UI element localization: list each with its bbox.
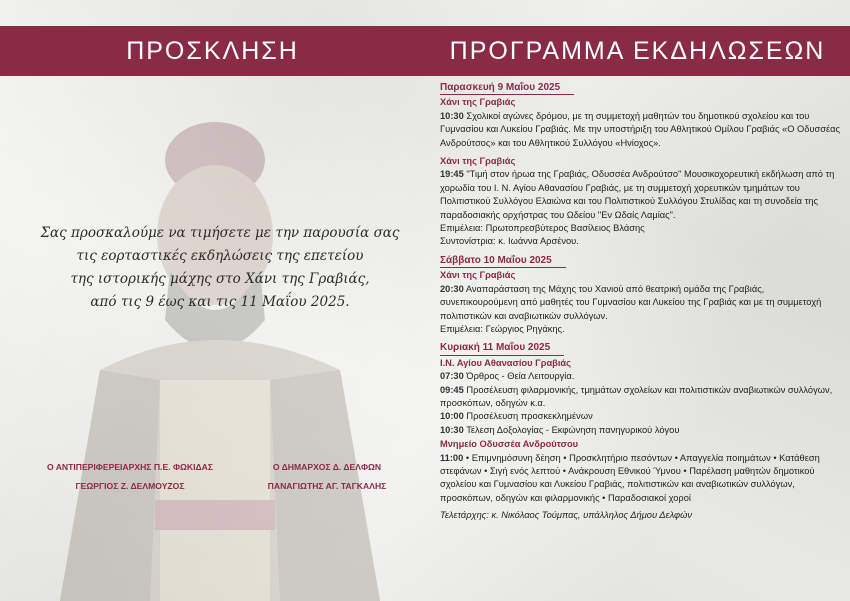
invitation-text — [20, 222, 420, 314]
entry-time: 10:30 — [440, 110, 464, 121]
day-heading: Κυριακή 11 Μαΐου 2025 — [440, 341, 564, 355]
signature-vice-governor — [30, 458, 230, 496]
hero-portrait-illustration — [40, 120, 400, 601]
signature-name: ΠΑΝΑΓΙΩΤΗΣ ΑΓ. ΤΑΓΚΑΛΗΣ — [267, 481, 387, 491]
entry-text: "Τιμή στον ήρωα της Γραβιάς, Οδυσσέα Ανδρούτσο" Μουσικοχορευτική εκδήλωση από τη χορωδία του Ι. Ν. Αγίου Αθανασίου Γραβιάς, με τη συμμετοχή χορευτικών τμημάτων του Πολιτιστικού Συλλόγου Ελαιώνα και του Πολιτιστικού Συλλόγου Στυλίδας και τη συνοδεία της παραδοσιακής ορχήστρας του Ωδείου "Εν Ωδαίς Λαμίας". — [440, 169, 835, 220]
schedule-entry — [440, 110, 840, 150]
entry-time: 11:00 — [440, 452, 464, 463]
entry-text: Τέλεση Δοξολογίας - Εκφώνηση πανηγυρικού λόγου — [466, 424, 680, 435]
entry-curator: Επιμέλεια: Πρωτοπρεσβύτερος Βασίλειος Βλάσης — [440, 223, 645, 234]
venue-label: Χάνι της Γραβιάς — [440, 270, 516, 281]
program-schedule — [440, 80, 840, 523]
schedule-entry — [440, 384, 840, 411]
program-heading: ΠΡΟΓΡΑΜΜΑ ΕΚΔΗΛΩΣΕΩΝ — [449, 37, 826, 65]
invitation-line: Σας προσκαλούμε να τιμήσετε με την παρουσία σας — [40, 225, 400, 241]
entry-coordinator: Συντονίστρια: κ. Ιωάννα Αρσένου. — [440, 236, 579, 247]
entry-curator: Επιμέλεια: Γεώργιος Ρηγάκης. — [440, 323, 565, 334]
schedule-entry — [440, 370, 840, 383]
venue-label: Ι.Ν. Αγίου Αθανασίου Γραβιάς — [440, 357, 571, 368]
invitation-line: της ιστορικής μάχης στο Χάνι της Γραβιάς, — [70, 271, 370, 287]
signature-title: Ο ΔΗΜΑΡΧΟΣ Δ. ΔΕΛΦΩΝ — [272, 462, 382, 472]
master-of-ceremonies: Τελετάρχης: κ. Νικόλαος Τούμπας, υπάλληλος Δήμου Δελφών — [440, 510, 692, 521]
entry-time: 19:45 — [440, 169, 464, 180]
invitation-line: τις εορταστικές εκδηλώσεις της επετείου — [76, 248, 364, 264]
entry-time: 09:45 — [440, 384, 464, 395]
entry-time: 10:00 — [440, 411, 464, 422]
schedule-entry — [440, 283, 840, 323]
entry-text: Προσέλευση προσκεκλημένων — [466, 411, 593, 422]
entry-time: 07:30 — [440, 371, 464, 382]
entry-text: Αναπαράσταση της Μάχης του Χανιού από θεατρική ομάδα της Γραβιάς, συνεπικουρούμενη από μαθητές του Γυμνασίου και Λυκείου της Γραβιάς και με τη συμμετοχή πολιτιστικών και αναβιωτικών συλλόγων. — [440, 283, 822, 321]
day-heading: Σάββατο 10 Μαΐου 2025 — [440, 254, 566, 268]
venue-label: Χάνι της Γραβιάς — [440, 97, 516, 108]
schedule-entry — [440, 452, 840, 506]
signature-name: ΓΕΩΡΓΙΟΣ Ζ. ΔΕΛΜΟΥΖΟΣ — [75, 481, 185, 491]
signature-title: Ο ΑΝΤΙΠΕΡΙΦΕΡΕΙΑΡΧΗΣ Π.Ε. ΦΩΚΙΔΑΣ — [46, 462, 214, 472]
entry-time: 20:30 — [440, 283, 464, 294]
schedule-entry — [440, 410, 840, 423]
schedule-entry — [440, 168, 840, 222]
entry-text: Προσέλευση φιλαρμονικής, τμημάτων σχολείων και πολιτιστικών αναβιωτικών συλλόγων, προσκόπων, οδηγών κ.α. — [440, 384, 833, 408]
day-heading: Παρασκευή 9 Μαΐου 2025 — [440, 81, 574, 95]
invitation-heading: ΠΡΟΣΚΛΗΣΗ — [126, 37, 299, 65]
invitation-line: από τις 9 έως και τις 11 Μαΐου 2025. — [90, 294, 350, 310]
entry-text: • Επιμνημόσυνη δέηση • Προσκλητήριο πεσόντων • Απαγγελία ποιημάτων • Κατάθεση στεφάνων • Σιγή ενός λεπτού • Ανάκρουση Εθνικού Ύμνου • Παρέλαση μαθητών δημοτικού σχολείου και Γυμνασίου και Λυκείου Γραβιάς, πολιτιστικών και αναβιωτικών συλλόγων, προσκόπων, οδηγών και φιλαρμονικής • Παραδοσιακοί χοροί — [440, 452, 820, 503]
entry-text: Σχολικοί αγώνες δρόμου, με τη συμμετοχή μαθητών του δημοτικού σχολείου και του Γυμνασίου και Λυκείου Γραβιάς. Με την υποστήριξη του Αθλητικού Ομίλου Γραβιάς «Ο Οδυσσέας Ανδρούτσος» και του Αθλητικού Συλλόγου «Ηνίοχος». — [440, 110, 840, 148]
entry-text: Όρθρος - Θεία Λειτουργία. — [466, 371, 575, 382]
entry-time: 10:30 — [440, 424, 464, 435]
venue-label: Χάνι της Γραβιάς — [440, 156, 516, 167]
signature-mayor — [242, 458, 412, 496]
venue-label: Μνημείο Οδυσσέα Ανδρούτσου — [440, 439, 579, 450]
schedule-entry — [440, 424, 840, 437]
